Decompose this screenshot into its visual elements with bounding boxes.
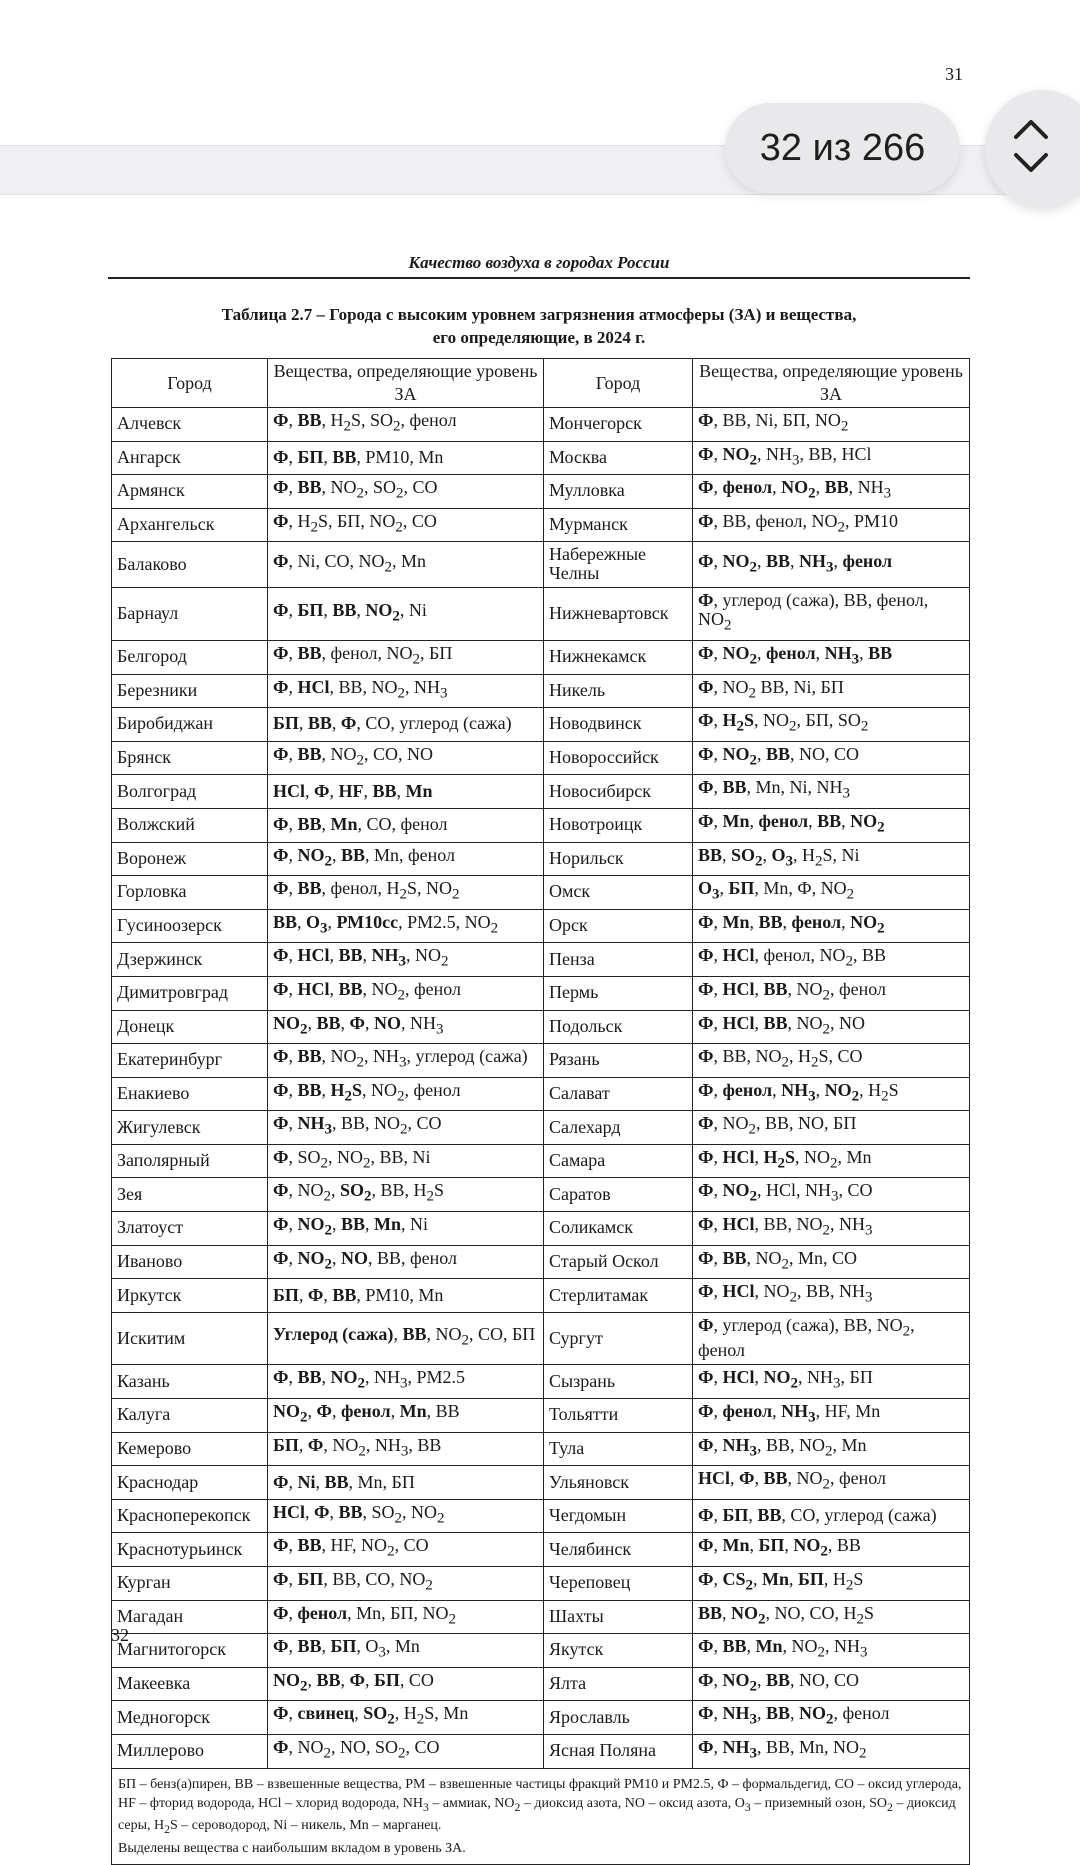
cell-city: Курган (112, 1567, 268, 1601)
table-row (112, 808, 970, 842)
cell-substances: Ф, $NH_3$, ВВ, $NO_2$, CO (268, 1111, 544, 1145)
page-number: 32 (111, 1625, 129, 1645)
cell-substances: Ф, Ni, ВВ, Mn, БП (268, 1466, 544, 1500)
cell-substances: Ф, $NO_2$ ВВ, Ni, БП (693, 674, 970, 708)
table-row (112, 741, 970, 775)
table-header-row (112, 359, 970, 408)
table-row (112, 1077, 970, 1111)
chevron-down-icon[interactable] (1013, 152, 1049, 174)
cell-substances: Ф, $H_2S$, БП, $NO_2$, CO (268, 508, 544, 542)
cell-city: Заполярный (112, 1144, 268, 1178)
table-row (112, 1734, 970, 1768)
cell-substances: Ф, ВВ, $NO_2$, CO, NO (268, 741, 544, 775)
table-caption (108, 303, 970, 349)
cell-substances: Ф, ВВ, Mn, CO, фенол (268, 808, 544, 842)
cell-substances: ВВ, $SO_2$, $O_3$, $H_2S$, Ni (693, 842, 970, 876)
cell-substances: Ф, ВВ, Mn, $NO_2$, $NH_3$ (693, 1634, 970, 1668)
table-row (112, 1432, 970, 1466)
cell-city: Жигулевск (112, 1111, 268, 1145)
running-header: Качество воздуха в городах России (108, 253, 970, 279)
cell-substances: HCl, Ф, ВВ, $SO_2$, $NO_2$ (268, 1499, 544, 1533)
cell-city: Краснодар (112, 1466, 268, 1500)
table-row (112, 1667, 970, 1701)
cell-substances: Ф, ВВ, $NO_2$, $H_2S$, CO (693, 1044, 970, 1078)
cell-city: Алчевск (112, 408, 268, 442)
cell-city: Ярославль (544, 1701, 693, 1735)
cell-city: Омск (544, 876, 693, 910)
cell-city: Орск (544, 909, 693, 943)
cell-substances: Ф, ВВ, БП, $O_3$, Mn (268, 1634, 544, 1668)
cell-city: Мончегорск (544, 408, 693, 442)
cell-city: Челябинск (544, 1533, 693, 1567)
cell-city: Новодвинск (544, 708, 693, 742)
cell-city: Ялта (544, 1667, 693, 1701)
cell-city: Екатеринбург (112, 1044, 268, 1078)
cell-substances: Ф, HCl, ВВ, $NO_2$, фенол (693, 976, 970, 1010)
cell-substances: Ф, $NO_2$, ВВ, NO, БП (693, 1111, 970, 1145)
cell-substances: $NO_2$, ВВ, Ф, NO, $NH_3$ (268, 1010, 544, 1044)
cell-substances: Ф, фенол, $NH_3$, HF, Mn (693, 1399, 970, 1433)
cell-city: Енакиево (112, 1077, 268, 1111)
table-row (112, 1010, 970, 1044)
cell-city: Армянск (112, 475, 268, 509)
cell-city: Шахты (544, 1600, 693, 1634)
cell-city: Саратов (544, 1178, 693, 1212)
page-counter-text: 32 из 266 (759, 126, 926, 169)
cell-substances: Ф, $NO_2$, NO, ВВ, фенол (268, 1245, 544, 1279)
cell-substances: Ф, HCl, ВВ, $NO_2$, $NH_3$ (268, 674, 544, 708)
cell-city: Пенза (544, 943, 693, 977)
cell-city: Ульяновск (544, 1466, 693, 1500)
table-body (112, 408, 970, 1769)
cell-substances: HCl, Ф, ВВ, $NO_2$, фенол (693, 1466, 970, 1500)
cell-city: Гусиноозерск (112, 909, 268, 943)
cell-substances: Ф, ВВ, $H_2S$, $SO_2$, фенол (268, 408, 544, 442)
cell-substances: Ф, HCl, ВВ, $NO_2$, NO (693, 1010, 970, 1044)
cell-city: Иваново (112, 1245, 268, 1279)
table-row (112, 1399, 970, 1433)
cell-substances: $NO_2$, Ф, фенол, Mn, ВВ (268, 1399, 544, 1433)
cell-city: Барнаул (112, 588, 268, 641)
cell-substances: Ф, углерод (сажа), ВВ, $NO_2$, фенол (693, 1312, 970, 1365)
cell-city: Стерлитамак (544, 1279, 693, 1313)
table-row (112, 876, 970, 910)
cell-substances: Ф, Mn, БП, $NO_2$, ВВ (693, 1533, 970, 1567)
cell-substances: Ф, HCl, $H_2S$, $NO_2$, Mn (693, 1144, 970, 1178)
cell-substances: Ф, $CS_2$, Mn, БП, $H_2S$ (693, 1567, 970, 1601)
table-row (112, 1499, 970, 1533)
cell-substances: $O_3$, БП, Mn, Ф, $NO_2$ (693, 876, 970, 910)
cell-city: Новосибирск (544, 775, 693, 809)
cell-city: Тула (544, 1432, 693, 1466)
cell-substances: $NO_2$, ВВ, Ф, БП, CO (268, 1667, 544, 1701)
cell-city: Воронеж (112, 842, 268, 876)
cell-substances: Ф, HCl, ВВ, $NO_2$, $NH_3$ (693, 1212, 970, 1246)
cell-city: Медногорск (112, 1701, 268, 1735)
footnote-row (112, 1768, 970, 1865)
cell-substances: Ф, $NO_2$, ВВ, Mn, Ni (268, 1212, 544, 1246)
cell-city: Белгород (112, 640, 268, 674)
table-row (112, 588, 970, 641)
cell-city: Норильск (544, 842, 693, 876)
pollution-table (111, 358, 970, 1865)
table-row (112, 1533, 970, 1567)
cell-city: Тольятти (544, 1399, 693, 1433)
cell-city: Магнитогорск (112, 1634, 268, 1668)
cell-city: Ангарск (112, 441, 268, 475)
cell-substances: Ф, HCl, $NO_2$, ВВ, $NH_3$ (693, 1279, 970, 1313)
cell-city: Пермь (544, 976, 693, 1010)
cell-substances: Ф, $NH_3$, ВВ, $NO_2$, Mn (693, 1432, 970, 1466)
cell-city: Москва (544, 441, 693, 475)
cell-substances: Ф, $NO_2$, фенол, $NH_3$, ВВ (693, 640, 970, 674)
cell-city: Балаково (112, 542, 268, 588)
cell-substances: Ф, Ni, CO, $NO_2$, Mn (268, 542, 544, 588)
table-row (112, 475, 970, 509)
cell-substances: Ф, $NO_2$, ВВ, $NH_3$, фенол (693, 542, 970, 588)
chevron-up-icon[interactable] (1013, 118, 1049, 140)
page-counter-pill[interactable] (725, 103, 960, 193)
table-row (112, 708, 970, 742)
cell-substances: Ф, углерод (сажа), ВВ, фенол, $NO_2$ (693, 588, 970, 641)
cell-city: Новотроицк (544, 808, 693, 842)
cell-substances: Ф, $NO_2$, ВВ, Mn, фенол (268, 842, 544, 876)
cell-city: Нижнекамск (544, 640, 693, 674)
cell-substances: Ф, ВВ, $NO_2$, $NH_3$, РМ2.5 (268, 1365, 544, 1399)
cell-city: Димитровград (112, 976, 268, 1010)
cell-substances: Ф, ВВ, HF, $NO_2$, CO (268, 1533, 544, 1567)
table-row (112, 1279, 970, 1313)
cell-city: Брянск (112, 741, 268, 775)
cell-city: Новороссийск (544, 741, 693, 775)
table-footnote: БП – бенз(а)пирен, ВВ – взвешенные вещества, РМ – взвешенные частицы фракций РМ10 и РМ2.5, Ф – формальдегид, CO – оксид углерода, HF – фторид водорода, HCl – хлорид водорода, $NH_3$ – аммиак, $NO_2$ – диоксид азота, NO – оксид азота, $O_3$ – приземный озон, $SO_2$ – диоксид серы, $H_2S$ – сероводород, Ni – никель, Mn – марганец. Выделены вещества с наибольшим вкладом в уровень ЗА. (112, 1768, 970, 1865)
table-row (112, 1144, 970, 1178)
cell-substances: Ф, $NO_2$, ВВ, NO, CO (693, 1667, 970, 1701)
cell-city: Череповец (544, 1567, 693, 1601)
table-row (112, 943, 970, 977)
cell-city: Миллерово (112, 1734, 268, 1768)
header-city: Город (112, 359, 268, 408)
cell-substances: Ф, $NO_2$, HCl, $NH_3$, CO (693, 1178, 970, 1212)
cell-city: Зея (112, 1178, 268, 1212)
cell-substances: Ф, ВВ, Ni, БП, $NO_2$ (693, 408, 970, 442)
cell-city: Сургут (544, 1312, 693, 1365)
cell-substances: Ф, ВВ, Mn, Ni, $NH_3$ (693, 775, 970, 809)
cell-city: Донецк (112, 1010, 268, 1044)
cell-substances: Ф, БП, ВВ, РМ10, Mn (268, 441, 544, 475)
table-row (112, 1044, 970, 1078)
cell-city: Сызрань (544, 1365, 693, 1399)
table-row (112, 1111, 970, 1145)
cell-substances: Ф, HCl, ВВ, $NO_2$, фенол (268, 976, 544, 1010)
cell-substances: Ф, ВВ, фенол, $H_2S$, $NO_2$ (268, 876, 544, 910)
cell-substances: Ф, ВВ, фенол, $NO_2$, БП (268, 640, 544, 674)
cell-substances: Ф, БП, ВВ, CO, $NO_2$ (268, 1567, 544, 1601)
header-substances: Вещества, определяющие уровень ЗА (693, 359, 970, 408)
cell-city: Якутск (544, 1634, 693, 1668)
cell-substances: Ф, ВВ, $NO_2$, Mn, CO (693, 1245, 970, 1279)
cell-city: Казань (112, 1365, 268, 1399)
cell-substances: Ф, ВВ, $NO_2$, $NH_3$, углерод (сажа) (268, 1044, 544, 1078)
table-row (112, 542, 970, 588)
cell-city: Архангельск (112, 508, 268, 542)
cell-city: Кемерово (112, 1432, 268, 1466)
cell-city: Рязань (544, 1044, 693, 1078)
cell-substances: БП, ВВ, Ф, CO, углерод (сажа) (268, 708, 544, 742)
table-row (112, 909, 970, 943)
cell-substances: ВВ, $NO_2$, NO, CO, $H_2S$ (693, 1600, 970, 1634)
cell-substances: Ф, $NO_2$, NO, $SO_2$, CO (268, 1734, 544, 1768)
cell-city: Биробиджан (112, 708, 268, 742)
cell-city: Волгоград (112, 775, 268, 809)
cell-substances: Ф, свинец, $SO_2$, $H_2S$, Mn (268, 1701, 544, 1735)
cell-city: Златоуст (112, 1212, 268, 1246)
table-row (112, 408, 970, 442)
cell-substances: Ф, $NH_3$, ВВ, $NO_2$, фенол (693, 1701, 970, 1735)
cell-substances: Ф, $SO_2$, $NO_2$, ВВ, Ni (268, 1144, 544, 1178)
table-row (112, 1634, 970, 1668)
cell-substances: Ф, $NO_2$, $SO_2$, ВВ, $H_2S$ (268, 1178, 544, 1212)
cell-substances: Ф, фенол, Mn, БП, $NO_2$ (268, 1600, 544, 1634)
table-row (112, 508, 970, 542)
cell-city: Иркутск (112, 1279, 268, 1313)
caption-line: его определяющие, в 2024 г. (432, 328, 646, 347)
table-row (112, 1178, 970, 1212)
cell-substances: Ф, $NO_2$, $NH_3$, ВВ, HCl (693, 441, 970, 475)
cell-city: Искитим (112, 1312, 268, 1365)
cell-substances: ВВ, $O_3$, РМ10сс, РМ2.5, $NO_2$ (268, 909, 544, 943)
table-row (112, 842, 970, 876)
table-row (112, 441, 970, 475)
cell-substances: Ф, фенол, $NO_2$, ВВ, $NH_3$ (693, 475, 970, 509)
cell-substances: Ф, HCl, фенол, $NO_2$, ВВ (693, 943, 970, 977)
cell-substances: Ф, фенол, $NH_3$, $NO_2$, $H_2S$ (693, 1077, 970, 1111)
cell-city: Старый Оскол (544, 1245, 693, 1279)
table-row (112, 1567, 970, 1601)
header-city: Город (544, 359, 693, 408)
cell-city: Мулловка (544, 475, 693, 509)
header-substances: Вещества, определяющие уровень ЗА (268, 359, 544, 408)
cell-city: Чегдомын (544, 1499, 693, 1533)
cell-city: Макеевка (112, 1667, 268, 1701)
cell-substances: Ф, $NH_3$, ВВ, Mn, $NO_2$ (693, 1734, 970, 1768)
cell-city: Магадан (112, 1600, 268, 1634)
cell-city: Подольск (544, 1010, 693, 1044)
cell-city: Калуга (112, 1399, 268, 1433)
cell-substances: Ф, Mn, фенол, ВВ, $NO_2$ (693, 808, 970, 842)
caption-line: Таблица 2.7 – Города с высоким уровнем загрязнения атмосферы (ЗА) и вещества, (221, 305, 857, 324)
cell-city: Волжский (112, 808, 268, 842)
table-row (112, 775, 970, 809)
cell-substances: Углерод (сажа), ВВ, $NO_2$, CO, БП (268, 1312, 544, 1365)
cell-substances: Ф, БП, ВВ, CO, углерод (сажа) (693, 1499, 970, 1533)
table-row (112, 1245, 970, 1279)
cell-substances: БП, Ф, $NO_2$, $NH_3$, ВВ (268, 1432, 544, 1466)
cell-city: Соликамск (544, 1212, 693, 1246)
table-row (112, 1701, 970, 1735)
table-row (112, 1466, 970, 1500)
cell-city: Самара (544, 1144, 693, 1178)
cell-substances: Ф, HCl, ВВ, $NH_3$, $NO_2$ (268, 943, 544, 977)
previous-page-number: 31 (945, 64, 963, 84)
cell-substances: БП, Ф, ВВ, РМ10, Mn (268, 1279, 544, 1313)
cell-substances: Ф, $NO_2$, ВВ, NO, CO (693, 741, 970, 775)
table-row (112, 976, 970, 1010)
cell-substances: Ф, ВВ, $NO_2$, $SO_2$, CO (268, 475, 544, 509)
cell-substances: Ф, ВВ, $H_2S$, $NO_2$, фенол (268, 1077, 544, 1111)
cell-city: Дзержинск (112, 943, 268, 977)
cell-city: Мурманск (544, 508, 693, 542)
cell-substances: Ф, HCl, $NO_2$, $NH_3$, БП (693, 1365, 970, 1399)
cell-city: Березники (112, 674, 268, 708)
cell-city: Салехард (544, 1111, 693, 1145)
table-row (112, 674, 970, 708)
cell-city: Нижневартовск (544, 588, 693, 641)
table-row (112, 640, 970, 674)
cell-substances: HCl, Ф, HF, ВВ, Mn (268, 775, 544, 809)
cell-city: Набережные Челны (544, 542, 693, 588)
table-row (112, 1312, 970, 1365)
cell-city: Горловка (112, 876, 268, 910)
cell-substances: Ф, $H_2S$, $NO_2$, БП, $SO_2$ (693, 708, 970, 742)
table-row (112, 1212, 970, 1246)
cell-city: Ясная Поляна (544, 1734, 693, 1768)
cell-substances: Ф, Mn, ВВ, фенол, $NO_2$ (693, 909, 970, 943)
cell-substances: Ф, ВВ, фенол, $NO_2$, РМ10 (693, 508, 970, 542)
cell-city: Салават (544, 1077, 693, 1111)
cell-city: Красноперекопск (112, 1499, 268, 1533)
cell-city: Краснотурьинск (112, 1533, 268, 1567)
cell-substances: Ф, БП, ВВ, $NO_2$, Ni (268, 588, 544, 641)
table-row (112, 1365, 970, 1399)
cell-city: Никель (544, 674, 693, 708)
table-row (112, 1600, 970, 1634)
